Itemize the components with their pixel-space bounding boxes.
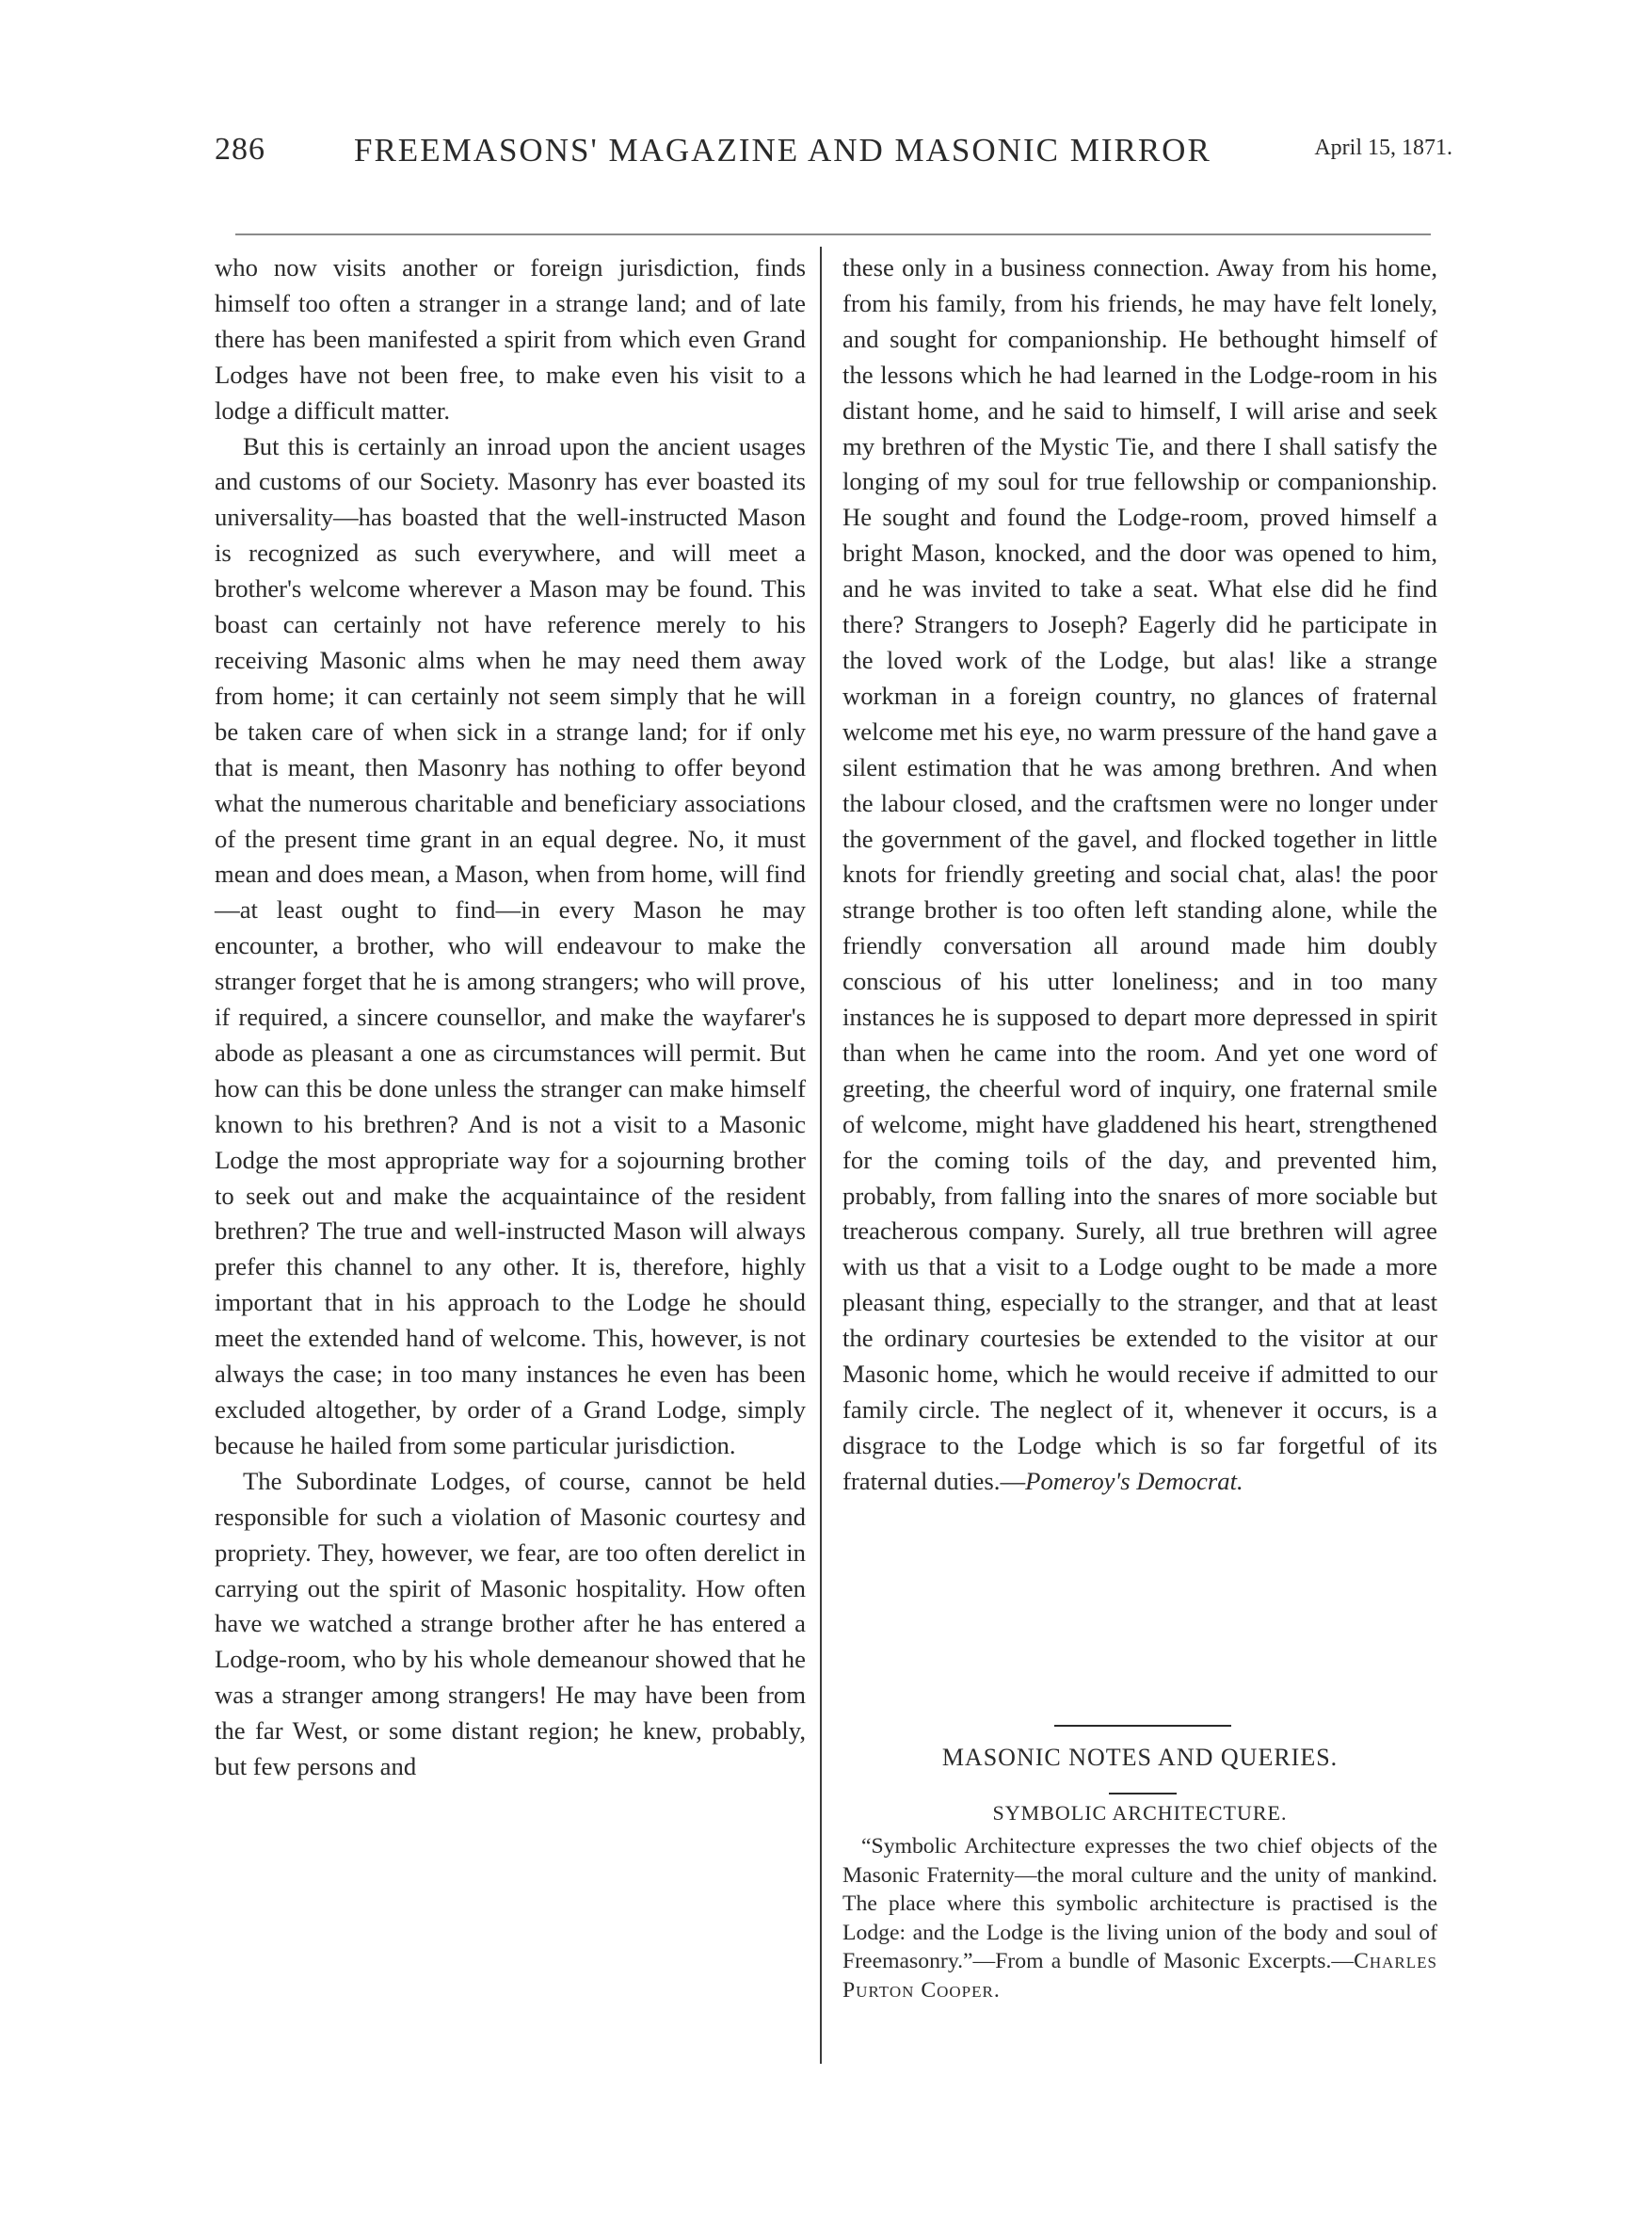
header-rule xyxy=(235,233,1431,235)
page-number: 286 xyxy=(215,132,265,167)
right-column xyxy=(842,250,1437,1500)
paragraph: But this is certainly an inroad upon the ancient usages and customs of our Society. Masonry has ever boasted its universality—has boasted that the well-instructed Mason is recognized as such everywhere, and will meet a brother's welcome wherever a Mason may be found. This boast can certainly not have reference merely to his receiving Masonic alms when he may need them away from home; it can certainly not seem simply that he will be taken care of when sick in a strange land; for if only that is meant, then Masonry has nothing to offer beyond what the numerous charitable and beneficiary associations of the present time grant in an equal degree. No, it must mean and does mean, a Mason, when from home, will find—at least ought to find—in every Mason he may encounter, a brother, who will endeavour to make the stranger forget that he is among strangers; who will prove, if required, a sincere counsellor, and make the wayfarer's abode as pleasant a one as circumstances will permit. But how can this be done unless the stranger can make himself known to his brethren? And is not a visit to a Masonic Lodge the most appropriate way for a sojourning brother to seek out and make the acquaintaince of the resident brethren? The true and well-instructed Mason will always prefer this channel to any other. It is, therefore, highly important that in his approach to the Lodge he should meet the extended hand of welcome. This, however, is not always the case; in too many instances he even has been excluded altogether, by order of a Grand Lodge, simply because he hailed from some particular jurisdiction. xyxy=(215,431,806,1459)
section-rule xyxy=(1054,1725,1231,1727)
page-header xyxy=(215,132,1452,179)
article-source: Pomeroy's Democrat. xyxy=(1025,1466,1243,1495)
paragraph-text: these only in a business connection. Away from his home, from his family, from his friends, he may have felt lonely, and sought for companionship. He bethought himself of the lessons which he had learned in the Lodge-room in his distant home, and he said to himself, I will arise and seek my brethren of the Mystic Tie, and there I shall satisfy the longing of my soul for true fellowship or companionship. He sought and found the Lodge-room, proved himself a bright Mason, knocked, and the door was opened to him, and he was invited to take a seat. What else did he find there? Strangers to Joseph? Eagerly did he participate in the loved work of the Lodge, but alas! like a strange workman in a foreign country, no glances of fraternal welcome met his eye, no warm pressure of the hand gave a silent estimation that he was among brethren. And when the labour closed, and the craftsmen were no longer under the government of the gavel, and flocked together in little knots for friendly greeting and social chat, alas! the poor strange brother is too often left standing alone, while the friendly conversation all around made him doubly conscious of his utter loneliness; and in too many instances he is supposed to depart more depressed in spirit than when he came into the room. And yet one word of greeting, the cheerful word of inquiry, one fraternal smile of welcome, might have gladdened his heart, strengthened for the coming toils of the day, and prevented him, probably, from falling into the snares of more sociable but treacherous company. Surely, all true brethren will agree with us that a visit to a Lodge ought to be made a more pleasant thing, especially to the stranger, and that at least the ordinary courtesies be extended to the visitor at our Masonic home, which he would receive if admitted to our family circle. The neglect of it, whenever it occurs, is a disgrace to the Lodge which is so far forgetful of its fraternal duties.— xyxy=(842,253,1437,1495)
section-heading: MASONIC NOTES AND QUERIES. xyxy=(941,1744,1339,1771)
paragraph: The Subordinate Lodges, of course, cannot be held responsible for such a violation of Masonic courtesy and propriety. They, however, we fear, are too often derelict in carrying out the spirit of Masonic hospitality. How often have we watched a strange brother after he has entered a Lodge-room, who by his whole demeanour showed that he was a stranger among strangers! He may have been from the far West, or some distant region; he knew, probably, but few persons and xyxy=(215,1466,806,1781)
issue-date: April 15, 1871. xyxy=(1314,136,1452,160)
note-text: “Symbolic Architecture expresses the two chief objects of the Masonic Fraternity—the moral culture and the unity of mankind. The place where this symbolic architecture is practised is the Lodge: and the Lodge is the living union of the body and soul of Freemasonry.”—From a bundle of Masonic Excerpts.— xyxy=(842,1834,1437,1973)
column-divider xyxy=(820,247,822,2064)
paragraph xyxy=(842,250,1437,1500)
paragraph: who now visits another or foreign jurisdiction, finds himself too often a stranger in a strange land; and of late there has been manifested a spirit from which even Grand Lodges have not been free, to make even his visit to a lodge a difficult matter. xyxy=(215,253,806,425)
masthead-title: FREEMASONS' MAGAZINE AND MASONIC MIRROR xyxy=(354,132,1211,169)
left-column xyxy=(215,250,806,1785)
section-subheading: SYMBOLIC ARCHITECTURE. xyxy=(992,1801,1288,1825)
note-body xyxy=(842,1832,1437,2004)
note-signature: Charles Purton Cooper. xyxy=(842,1949,1437,2003)
heading-rule xyxy=(1109,1793,1177,1794)
